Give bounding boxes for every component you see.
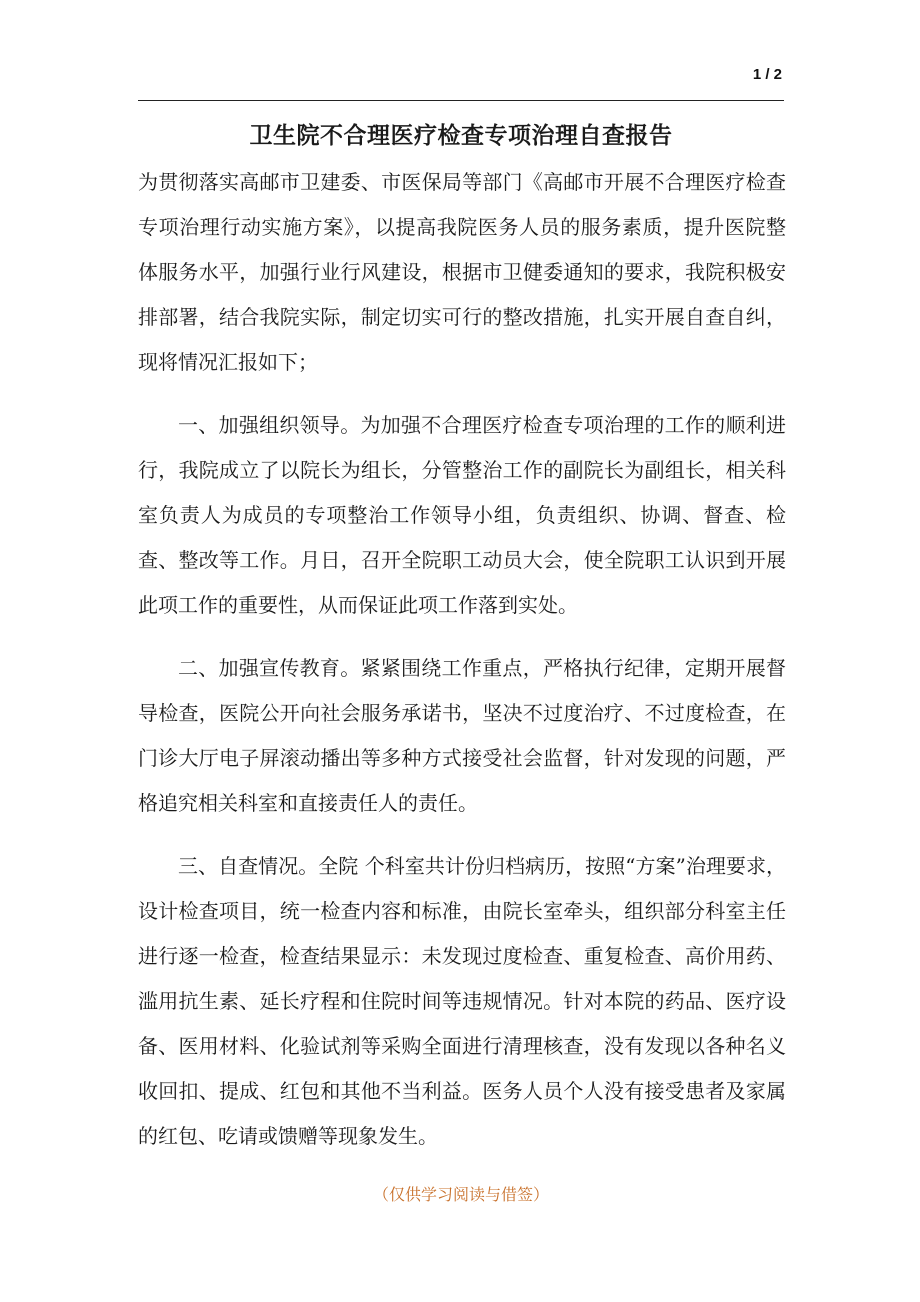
footer-note: （仅供学习阅读与借签） (372, 1185, 549, 1204)
document-body (138, 160, 786, 1177)
paragraph-intro: 为贯彻落实高邮市卫建委、市医保局等部门《高邮市开展不合理医疗检查专项治理行动实施方案》，以提高我院医务人员的服务素质，提升医院整体服务水平，加强行业行风建设，根据市卫健委通知的要求，我院积极安排部署，结合我院实际，制定切实可行的整改措施，扎实开展自查自纠，现将情况汇报如下； (138, 170, 786, 374)
paragraph-organization: 一、加强组织领导。为加强不合理医疗检查专项治理的工作的顺利进行，我院成立了以院长为组长，分管整治工作的副院长为副组长，相关科室负责人为成员的专项整治工作领导小组，负责组织、协调、督查、检查、整改等工作。月日，召开全院职工动员大会，使全院职工认识到开展此项工作的重要性，从而保证此项工作落到实处。 (138, 413, 786, 617)
document-title: 卫生院不合理医疗检查专项治理自查报告 (249, 122, 673, 149)
header-divider (138, 100, 784, 101)
page-number: 1 / 2 (752, 66, 782, 83)
paragraph-publicity: 二、加强宣传教育。紧紧围绕工作重点，严格执行纪律，定期开展督导检查，医院公开向社会服务承诺书，坚决不过度治疗、不过度检查，在门诊大厅电子屏滚动播出等多种方式接受社会监督，针对发现的问题，严格追究相关科室和直接责任人的责任。 (138, 656, 786, 815)
paragraph-self-check: 三、自查情况。全院 个科室共计份归档病历，按照“方案”治理要求，设计检查项目，统一检查内容和标准，由院长室牵头，组织部分科室主任进行逐一检查，检查结果显示：未发现过度检查、重复检查、高价用药、滥用抗生素、延长疗程和住院时间等违规情况。针对本院的药品、医疗设备、医用材料、化验试剂等采购全面进行清理核查，没有发现以各种名义收回扣、提成、红包和其他不当利益。医务人员个人没有接受患者及家属的红包、吃请或馈赠等现象发生。 (138, 854, 786, 1148)
